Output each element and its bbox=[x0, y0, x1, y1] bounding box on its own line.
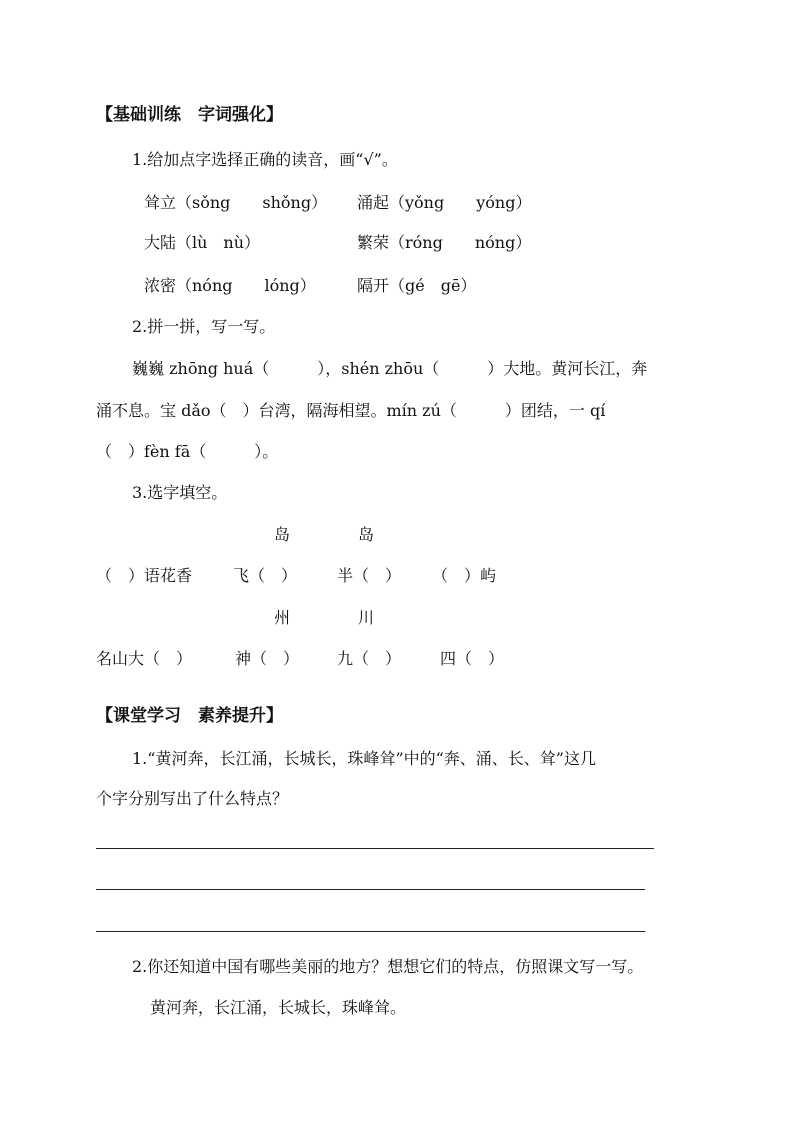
s2-q2-stem: 2.你还知道中国有哪些美丽的地方？想想它们的特点，仿照课文写一写。 bbox=[132, 957, 644, 976]
q1-item-gekai: 隔开（gé gē） bbox=[357, 276, 477, 295]
q3-choice-b1: 州 bbox=[274, 608, 291, 627]
q1-item-dalu: 大陆（lù nù） bbox=[144, 233, 261, 252]
q3-blank-a4: （ ）屿 bbox=[432, 566, 497, 585]
q3-blank-b3: 九（ ） bbox=[337, 649, 402, 668]
q1-item-songli: 耸立（sǒng shǒng） bbox=[144, 193, 328, 212]
q1-item-yongqi: 涌起（yǒng yóng） bbox=[357, 193, 532, 212]
q3-choice-a2: 岛 bbox=[358, 525, 375, 544]
q3-blank-a2: 飞（ ） bbox=[233, 566, 298, 585]
q3-blank-a1: （ ）语花香 bbox=[96, 566, 193, 585]
answer-line-2[interactable] bbox=[96, 889, 645, 890]
answer-line-3[interactable] bbox=[96, 931, 645, 932]
s2-q1-line-1: 1.“黄河奔，长江涌，长城长，珠峰耸”中的“奔、涌、长、耸”这几 bbox=[132, 749, 596, 768]
section-title-classroom: 【课堂学习 素养提升】 bbox=[96, 706, 283, 726]
q3-blank-b1: 名山大（ ） bbox=[96, 649, 193, 668]
q1-stem: 1.给加点字选择正确的读音，画“√”。 bbox=[132, 150, 398, 169]
q3-blank-a3: 半（ ） bbox=[337, 566, 402, 585]
q3-choice-a1: 岛 bbox=[274, 525, 291, 544]
q1-item-fanrong: 繁荣（róng nóng） bbox=[357, 233, 532, 252]
section-title-basic: 【基础训练 字词强化】 bbox=[96, 105, 283, 125]
answer-line-1[interactable] bbox=[96, 848, 654, 849]
s2-q2-example: 黄河奔，长江涌，长城长，珠峰耸。 bbox=[150, 998, 407, 1017]
q1-item-nongmi: 浓密（nóng lóng） bbox=[144, 276, 316, 295]
q3-blank-b2: 神（ ） bbox=[235, 649, 300, 668]
s2-q1-line-2: 个字分别写出了什么特点？ bbox=[96, 789, 289, 808]
q2-line-1: 巍巍 zhōng huá（ ），shén zhōu（ ）大地。黄河长江，奔 bbox=[132, 359, 648, 378]
q3-blank-b4: 四（ ） bbox=[440, 649, 505, 668]
q3-stem: 3.选字填空。 bbox=[132, 483, 228, 502]
q2-line-3: （ ）fèn fā（ ）。 bbox=[96, 442, 279, 461]
q2-line-2: 涌不息。宝 dǎo（ ）台湾，隔海相望。mín zú（ ）团结，一 qí bbox=[96, 401, 606, 420]
q2-stem: 2.拼一拼，写一写。 bbox=[132, 317, 276, 336]
q3-choice-b2: 川 bbox=[358, 608, 375, 627]
